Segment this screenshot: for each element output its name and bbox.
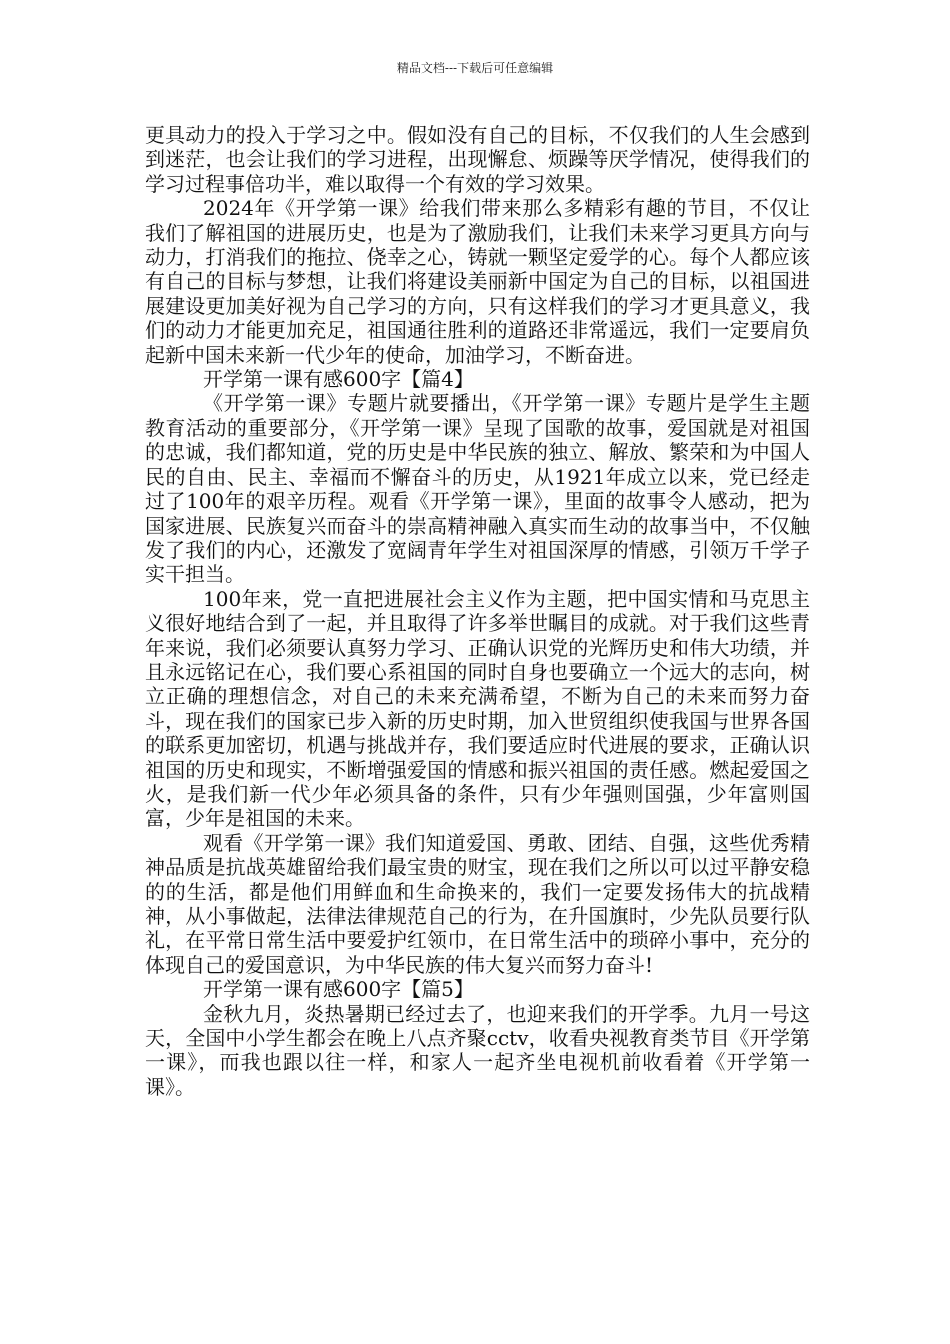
section-heading-part4: 开学第一课有感600字【篇4】 [203,367,474,392]
paragraph: 2024年《开学第一课》给我们带来那么多精彩有趣的节目，不仅让我们了解祖国的进展历史，也是为了激励我们，让我们未来学习更具方向与动力，打消我们的拖拉、侥幸之心，铸就一颗坚定爱学的心。每个人都应该有自己的目标与梦想，让我们将建设美丽新中国定为自己的目标，以祖国进展建设更加美好视为自己学习的方向，只有这样我们的学习才更具意义，我们的动力才能更加充足，祖国通往胜利的道路还非常遥远，我们一定要肩负起新中国未来新一代少年的使命，加油学习，不断奋进。 [145,196,810,367]
paragraph: 《开学第一课》专题片就要播出，《开学第一课》专题片是学生主题教育活动的重要部分，《开学第一课》呈现了国歌的故事，爱国就是对祖国的忠诚，我们都知道，党的历史是中华民族的独立、解放、繁荣和为中国人民的自由、民主、幸福而不懈奋斗的历史，从1921年成立以来，党已经走过了100年的艰辛历程。观看《开学第一课》，里面的故事令人感动，把为国家进展、民族复兴而奋斗的崇高精神融入真实而生动的故事当中，不仅触发了我们的内心，还激发了宽阔青年学生对祖国深厚的情感，引领万千学子实干担当。 [145,391,810,587]
section-heading-part5: 开学第一课有感600字【篇5】 [203,977,474,1002]
paragraph-continuation: 更具动力的投入于学习之中。假如没有自己的目标，不仅我们的人生会感到到迷茫，也会让我们的学习进程，出现懈怠、烦躁等厌学情况，使得我们的学习过程事倍功半，难以取得一个有效的学习效果。 [145,123,810,196]
paragraph: 观看《开学第一课》我们知道爱国、勇敢、团结、自强，这些优秀精神品质是抗战英雄留给我们最宝贵的财宝，现在我们之所以可以过平静安稳的的生活，都是他们用鲜血和生命换来的，我们一定要发扬伟大的抗战精神，从小事做起，法律法律规范自己的行为，在升国旗时，少先队员要行队礼，在平常日常生活中要爱护红领巾，在日常生活中的琐碎小事中，充分的体现自己的爱国意识，为中华民族的伟大复兴而努力奋斗! [145,830,810,977]
paragraph: 100年来，党一直把进展社会主义作为主题，把中国实情和马克思主义很好地结合到了一起，并且取得了许多举世瞩目的成就。对于我们这些青年来说，我们必须要认真努力学习、正确认识党的光辉历史和伟大功绩，并且永远铭记在心，我们要心系祖国的同时自身也要确立一个远大的志向，树立正确的理想信念，对自己的未来充满希望，不断为自己的未来而努力奋斗，现在我们的国家已步入新的历史时期，加入世贸组织使我国与世界各国的联系更加密切，机遇与挑战并存，我们要适应时代进展的要求，正确认识祖国的历史和现实，不断增强爱国的情感和振兴祖国的责任感。燃起爱国之火，是我们新一代少年必须具备的条件，只有少年强则国强，少年富则国富，少年是祖国的未来。 [145,586,810,831]
paragraph: 金秋九月，炎热暑期已经过去了，也迎来我们的开学季。九月一号这天，全国中小学生都会在晚上八点齐聚cctv，收看央视教育类节目《开学第一课》，而我也跟以往一样，和家人一起齐坐电视机前收看着《开学第一课》。 [145,1001,810,1099]
page-header: 精品文档---下载后可任意编辑 [396,61,554,75]
document-body [145,123,810,1099]
